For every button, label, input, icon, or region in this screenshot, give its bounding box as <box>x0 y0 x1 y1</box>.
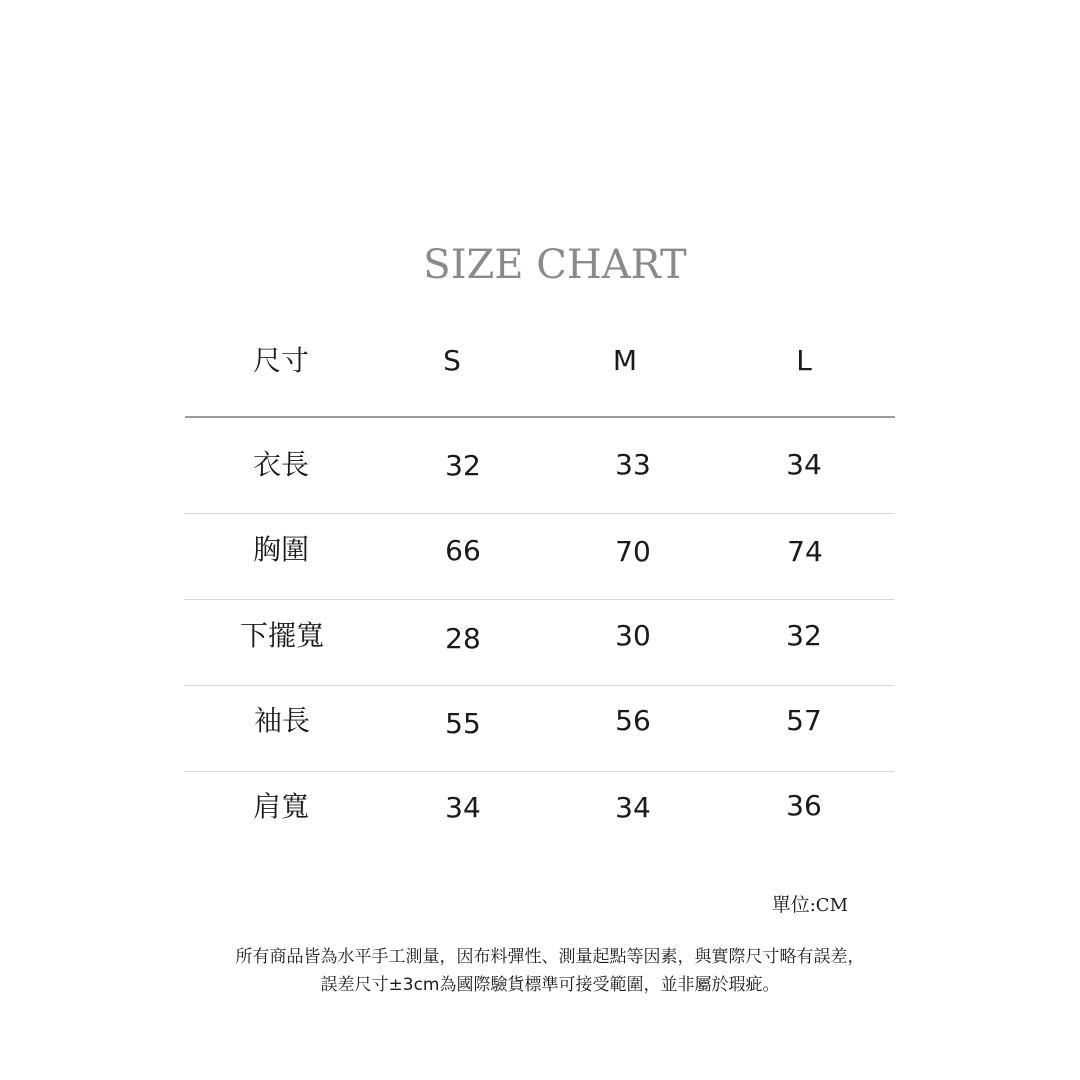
header-size-s: S <box>443 344 461 377</box>
header-size-label: 尺寸 <box>252 344 310 377</box>
row-value-shoulder-width-m: 34 <box>615 791 651 824</box>
unit-note <box>772 892 848 919</box>
row-value-shoulder-width-s: 34 <box>445 791 481 824</box>
row-value-shoulder-width-l: 36 <box>786 789 822 822</box>
row-value-hem-width-m: 30 <box>615 619 651 652</box>
row-label-sleeve-length: 袖長 <box>253 704 311 737</box>
row-label-shoulder-width: 肩寬 <box>252 790 310 823</box>
row-value-chest-l: 74 <box>787 535 823 568</box>
header-divider <box>185 416 895 418</box>
row-value-hem-width-l: 32 <box>786 619 822 652</box>
row-divider <box>184 599 894 600</box>
unit-value: CM <box>815 895 848 916</box>
size-chart-title: SIZE CHART <box>423 242 687 288</box>
row-label-hem-width: 下擺寬 <box>239 619 325 652</box>
row-value-length-m: 33 <box>615 448 651 481</box>
row-value-length-l: 34 <box>786 448 822 481</box>
row-divider <box>184 513 894 514</box>
row-label-chest: 胸圍 <box>252 533 310 566</box>
row-label-length: 衣長 <box>252 448 310 481</box>
row-value-chest-s: 66 <box>445 534 481 567</box>
row-value-sleeve-length-s: 55 <box>445 707 481 740</box>
row-value-sleeve-length-m: 56 <box>615 704 651 737</box>
measurement-disclaimer-line-1: 所有商品皆為水平手工測量，因布料彈性、測量起點等因素，與實際尺寸略有誤差， <box>235 947 865 967</box>
row-divider <box>184 685 894 686</box>
row-divider <box>184 771 894 772</box>
header-size-l: L <box>796 344 812 377</box>
row-value-hem-width-s: 28 <box>445 622 481 655</box>
row-value-length-s: 32 <box>445 449 481 482</box>
row-value-chest-m: 70 <box>615 535 651 568</box>
measurement-disclaimer-line-2: 誤差尺寸±3cm為國際驗貨標準可接受範圍，並非屬於瑕疵。 <box>320 975 780 995</box>
unit-label: 單位 <box>771 894 810 916</box>
unit-separator: : <box>809 895 816 916</box>
header-size-m: M <box>612 344 638 377</box>
row-value-sleeve-length-l: 57 <box>786 704 822 737</box>
